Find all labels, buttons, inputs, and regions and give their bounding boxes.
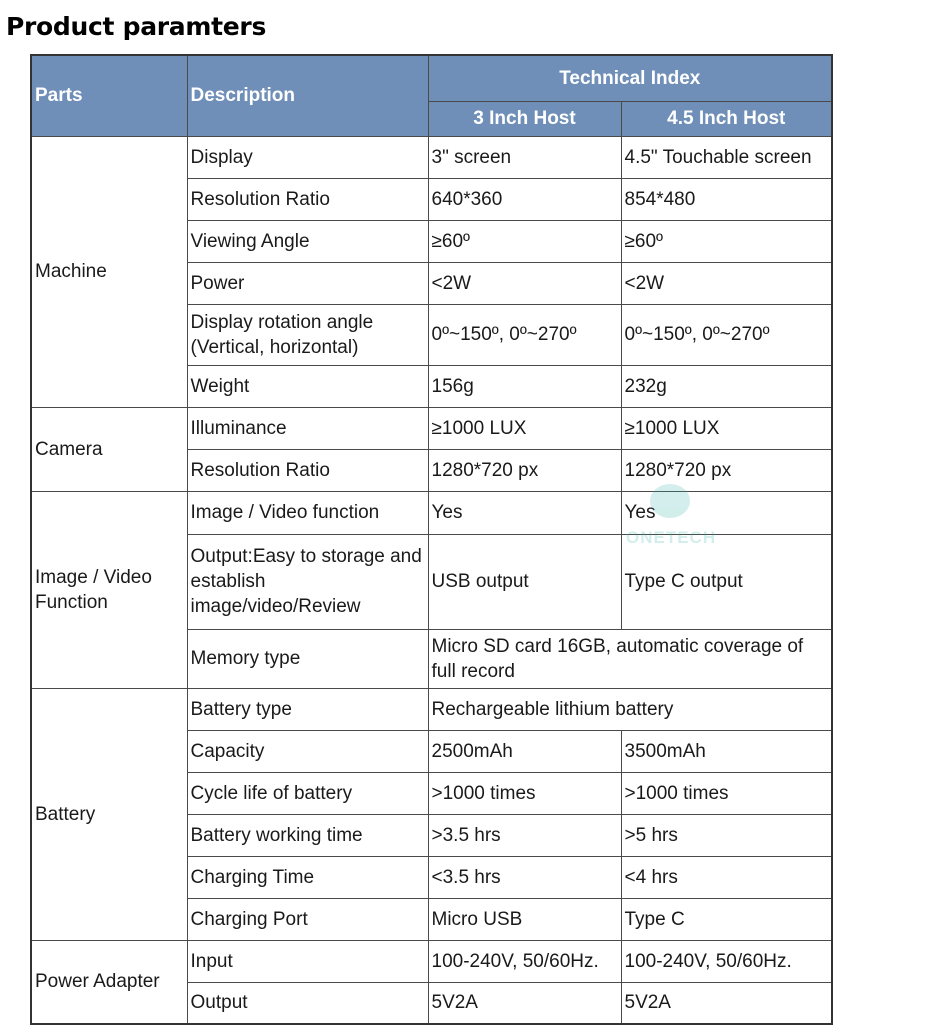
value-3-inch: ≥1000 LUX (428, 407, 621, 449)
desc-cell: Battery type (187, 688, 428, 730)
value-merged: Micro SD card 16GB, automatic coverage of full record (428, 629, 832, 688)
header-technical-index: Technical Index (428, 55, 832, 101)
value-3-inch: Micro USB (428, 898, 621, 940)
value-merged: Rechargeable lithium battery (428, 688, 832, 730)
table-row (31, 688, 832, 730)
group-camera: Camera (31, 407, 187, 491)
desc-cell: Output (187, 982, 428, 1024)
value-3-inch: 3" screen (428, 136, 621, 178)
value-3-inch: 2500mAh (428, 730, 621, 772)
group-image-video-function: Image / Video Function (31, 491, 187, 688)
table-row (31, 136, 832, 178)
value-4-5-inch: Type C output (621, 534, 832, 629)
watermark-text: ONETECH (626, 528, 717, 547)
header-description: Description (187, 55, 428, 136)
page-title: Product paramters (6, 12, 267, 41)
value-4-5-inch: >5 hrs (621, 814, 832, 856)
value-3-inch: 156g (428, 365, 621, 407)
desc-cell: Image / Video function (187, 491, 428, 534)
desc-cell: Resolution Ratio (187, 449, 428, 491)
desc-cell: Weight (187, 365, 428, 407)
desc-cell: Charging Port (187, 898, 428, 940)
value-3-inch: 5V2A (428, 982, 621, 1024)
desc-cell: Input (187, 940, 428, 982)
value-3-inch: <3.5 hrs (428, 856, 621, 898)
value-4-5-inch: ≥1000 LUX (621, 407, 832, 449)
group-power-adapter: Power Adapter (31, 940, 187, 1024)
desc-cell: Capacity (187, 730, 428, 772)
value-3-inch: Yes (428, 491, 621, 534)
desc-cell: Battery working time (187, 814, 428, 856)
desc-cell: Illuminance (187, 407, 428, 449)
value-4-5-inch: 4.5" Touchable screen (621, 136, 832, 178)
value-3-inch: ≥60º (428, 220, 621, 262)
desc-cell: Viewing Angle (187, 220, 428, 262)
value-3-inch: >3.5 hrs (428, 814, 621, 856)
desc-cell: Resolution Ratio (187, 178, 428, 220)
value-4-5-inch: 232g (621, 365, 832, 407)
table-row (31, 491, 832, 534)
group-machine: Machine (31, 136, 187, 407)
value-4-5-inch: <4 hrs (621, 856, 832, 898)
table-row (31, 407, 832, 449)
desc-cell: Charging Time (187, 856, 428, 898)
group-battery: Battery (31, 688, 187, 940)
value-4-5-inch: 0º~150º, 0º~270º (621, 304, 832, 365)
header-3-inch-host: 3 Inch Host (428, 101, 621, 136)
value-3-inch: 100-240V, 50/60Hz. (428, 940, 621, 982)
value-4-5-inch: 5V2A (621, 982, 832, 1024)
value-4-5-inch: Type C (621, 898, 832, 940)
value-4-5-inch: 1280*720 px (621, 449, 832, 491)
desc-cell: Display (187, 136, 428, 178)
desc-cell: Cycle life of battery (187, 772, 428, 814)
value-3-inch: USB output (428, 534, 621, 629)
desc-cell: Memory type (187, 629, 428, 688)
value-4-5-inch: Yes (621, 491, 832, 534)
value-4-5-inch: 100-240V, 50/60Hz. (621, 940, 832, 982)
value-4-5-inch: ≥60º (621, 220, 832, 262)
value-4-5-inch: 3500mAh (621, 730, 832, 772)
spec-table (30, 54, 833, 1025)
value-3-inch: 640*360 (428, 178, 621, 220)
desc-cell: Display rotation angle (Vertical, horizontal) (187, 304, 428, 365)
header-parts: Parts (31, 55, 187, 136)
value-3-inch: 0º~150º, 0º~270º (428, 304, 621, 365)
value-4-5-inch: 854*480 (621, 178, 832, 220)
desc-cell: Power (187, 262, 428, 304)
header-4-5-inch-host: 4.5 Inch Host (621, 101, 832, 136)
value-4-5-inch: <2W (621, 262, 832, 304)
value-4-5-inch: >1000 times (621, 772, 832, 814)
value-3-inch: >1000 times (428, 772, 621, 814)
value-3-inch: 1280*720 px (428, 449, 621, 491)
value-3-inch: <2W (428, 262, 621, 304)
table-row (31, 940, 832, 982)
desc-cell: Output:Easy to storage and establish image/video/Review (187, 534, 428, 629)
